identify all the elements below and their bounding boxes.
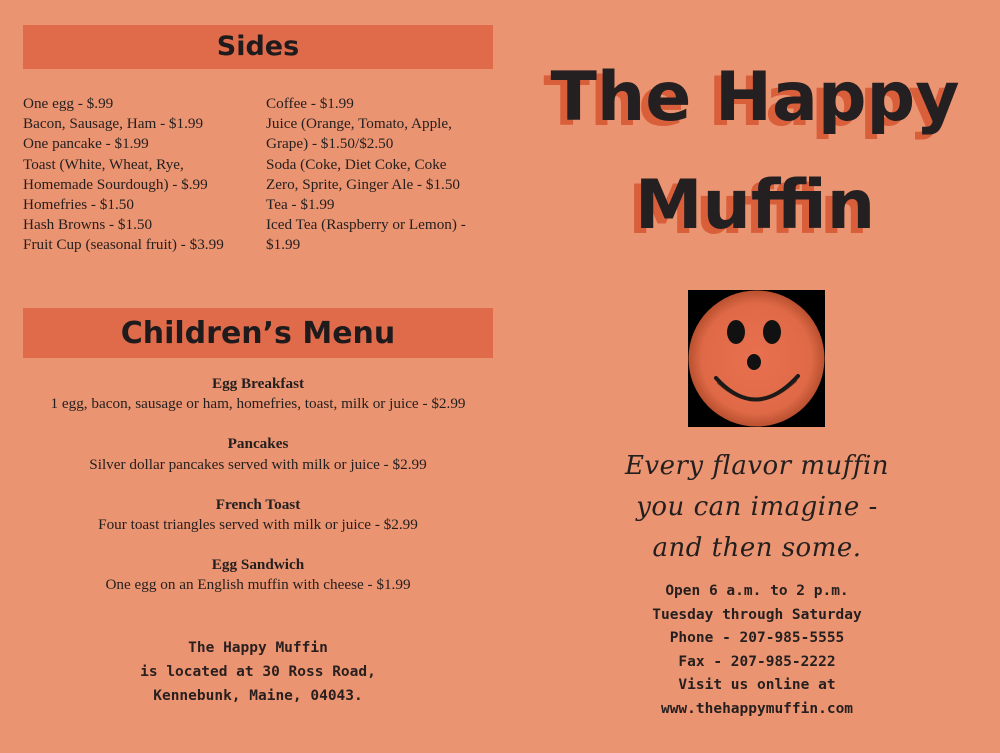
tagline-line: Every flavor muffin [624, 451, 890, 481]
menu-item-description: One egg on an English muffin with cheese - $1.99 [105, 576, 411, 594]
address-line: is located at 30 Ross Road, [140, 664, 376, 680]
sides-item: One egg - $.99 [23, 95, 114, 112]
childrens-menu-heading: Children’s Menu [23, 308, 493, 358]
menu-item-name: Egg Sandwich [211, 556, 305, 574]
online-text: Visit us online at [678, 677, 836, 693]
sides-right-column [266, 94, 494, 256]
menu-item-name: Pancakes [227, 435, 289, 453]
drinks-item: Coffee - $1.99 [266, 95, 354, 112]
sides-left-column [23, 94, 258, 256]
sides-item: Bacon, Sausage, Ham - $1.99 [23, 115, 204, 133]
phone-text: Phone - 207-985-5555 [669, 630, 845, 646]
menu-item [23, 374, 493, 414]
menu-item [23, 495, 493, 535]
drinks-item: Soda (Coke, Diet Coke, Coke [266, 155, 447, 173]
menu-item-description: Four toast triangles served with milk or juice - $2.99 [98, 516, 418, 534]
sides-item: Hash Browns - $1.50 [23, 216, 153, 234]
title-line: Muffin [634, 166, 876, 245]
title-line: The Happy [550, 58, 960, 137]
sides-item: Homefries - $1.50 [23, 196, 134, 214]
sides-item: Fruit Cup (seasonal fruit) - $3.99 [23, 236, 224, 254]
menu-item-description: Silver dollar pancakes served with milk or juice - $2.99 [89, 455, 427, 473]
fax-text: Fax - 207-985-2222 [678, 653, 836, 670]
menu-item [23, 434, 493, 474]
menu-item [23, 555, 493, 595]
drinks-item: Juice (Orange, Tomato, Apple, [266, 115, 452, 133]
drinks-item: $1.99 [266, 236, 301, 254]
menu-item-name: Egg Breakfast [211, 375, 305, 392]
address-block [23, 636, 493, 708]
tagline [540, 446, 974, 569]
address-line: The Happy Muffin [188, 640, 328, 656]
hours-contact-block [540, 580, 974, 721]
website-text: www.thehappymuffin.com [660, 700, 854, 717]
smiley-face-icon [688, 290, 825, 427]
drinks-item: Zero, Sprite, Ginger Ale - $1.50 [266, 175, 461, 193]
menu-item-description: 1 egg, bacon, sausage or ham, homefries, toast, milk or juice - $2.99 [50, 395, 466, 413]
tagline-line: and then some. [652, 533, 862, 563]
sides-item: One pancake - $1.99 [23, 135, 149, 153]
restaurant-title [520, 44, 990, 260]
menu-item-name: French Toast [215, 495, 301, 513]
hours-text: Open 6 a.m. to 2 p.m. [665, 583, 849, 599]
sides-item: Homemade Sourdough) - $.99 [23, 175, 208, 193]
sides-item: Toast (White, Wheat, Rye, [23, 155, 184, 173]
drinks-item: Iced Tea (Raspberry or Lemon) - [266, 216, 466, 234]
drinks-item: Tea - $1.99 [266, 196, 335, 214]
tagline-line: you can imagine - [636, 492, 878, 522]
days-text: Tuesday through Saturday [652, 606, 862, 623]
drinks-item: Grape) - $1.50/$2.50 [266, 135, 394, 153]
address-line: Kennebunk, Maine, 04043. [153, 688, 363, 704]
childrens-menu-list [23, 374, 493, 616]
sides-heading: Sides [23, 25, 493, 69]
